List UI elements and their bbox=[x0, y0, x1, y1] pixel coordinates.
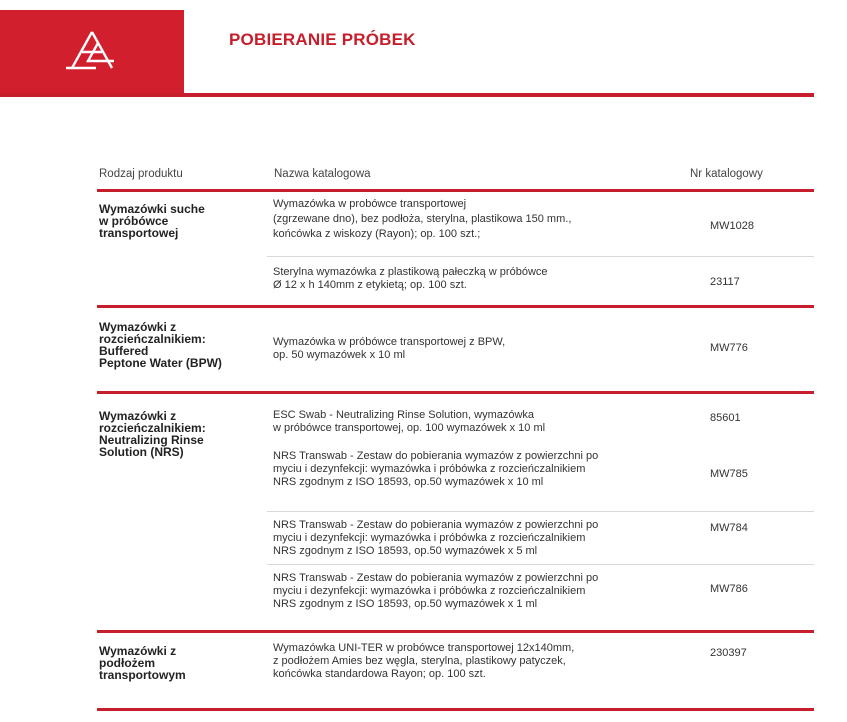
catalog-number: MW786 bbox=[710, 583, 748, 595]
table-row bbox=[97, 192, 814, 256]
column-header-product-type: Rodzaj produktu bbox=[99, 168, 183, 180]
product-group bbox=[97, 633, 814, 708]
catalog-number: MW776 bbox=[710, 342, 748, 354]
group-label: Wymazówki z podłożem transportowym bbox=[99, 644, 186, 682]
table-row bbox=[97, 565, 814, 630]
catalog-name: NRS Transwab - Zestaw do pobierania wymazów z powierzchni po myciu i dezynfekcji: wymazówka i próbówka z rozcieńczalnikiem NRS zgodnym z ISO 18593, op.50 wymazówek x 1 ml bbox=[273, 572, 599, 610]
catalog-name: Wymazówka UNI-TER w probówce transportowej 12x140mm, z podłożem Amies bez węgla, sterylna, plastikowy patyczek, końcówka standardowa Rayon; op. 100 szt. bbox=[273, 642, 575, 680]
catalog-name: NRS Transwab - Zestaw do pobierania wymazów z powierzchni po myciu i dezynfekcji: wymazówka i próbówka z rozcieńczalnikiem NRS zgodnym z ISO 18593, op.50 wymazówek x 5 ml bbox=[273, 519, 599, 557]
group-label: Wymazówki z rozcieńczalnikiem: Neutralizing Rinse Solution (NRS) bbox=[99, 409, 206, 459]
table-row bbox=[97, 512, 814, 564]
catalog-name: NRS Transwab - Zestaw do pobierania wymazów z powierzchni po myciu i dezynfekcji: wymazówka i próbówka z rozcieńczalnikiem NRS zgodnym z ISO 18593, op.50 wymazówek x 10 ml bbox=[273, 450, 599, 488]
table-header bbox=[97, 163, 814, 189]
table-row bbox=[97, 257, 814, 305]
catalog-number: MW784 bbox=[710, 522, 748, 534]
product-group bbox=[97, 394, 814, 630]
catalog-number: 230397 bbox=[710, 647, 747, 659]
table-row bbox=[97, 633, 814, 708]
table-row bbox=[97, 438, 814, 510]
group-label: Wymazówki z rozcieńczalnikiem: Buffered Peptone Water (BPW) bbox=[99, 320, 222, 370]
table-row bbox=[97, 308, 814, 391]
catalog-name: ESC Swab - Neutralizing Rinse Solution, wymazówka w próbówce transportowej, op. 100 wymazówek x 10 ml bbox=[273, 409, 546, 434]
catalog-number: 85601 bbox=[710, 412, 741, 424]
product-group bbox=[97, 308, 814, 391]
product-group bbox=[97, 192, 814, 305]
table-row bbox=[97, 394, 814, 438]
catalog-number: 23117 bbox=[710, 276, 740, 288]
catalog-name: Sterylna wymazówka z plastikową pałeczką w próbówce Ø 12 x h 140mm z etykietą; op. 100 szt. bbox=[273, 266, 548, 291]
catalog-name: Wymazówka w próbówce transportowej z BPW, op. 50 wymazówek x 10 ml bbox=[273, 336, 506, 361]
group-label: Wymazówki suche w próbówce transportowej bbox=[99, 202, 205, 240]
product-table bbox=[97, 163, 814, 711]
catalog-number: MW1028 bbox=[710, 220, 755, 232]
page-title: POBIERANIE PRÓBEK bbox=[229, 30, 416, 49]
column-header-catalog-name: Nazwa katalogowa bbox=[274, 168, 371, 180]
brand-block bbox=[0, 10, 184, 94]
catalog-number: MW785 bbox=[710, 468, 748, 480]
brand-logo-icon bbox=[62, 28, 122, 76]
table-rule bbox=[97, 708, 814, 711]
column-header-catalog-number: Nr katalogowy bbox=[690, 168, 763, 180]
catalog-name: Wymazówka w probówce transportowej (zgrzewane dno), bez podłoża, sterylna, plastikowa 150 mm., końcówka z wiskozy (Rayon); op. 100 szt.; bbox=[273, 198, 572, 240]
header-divider bbox=[0, 93, 814, 97]
